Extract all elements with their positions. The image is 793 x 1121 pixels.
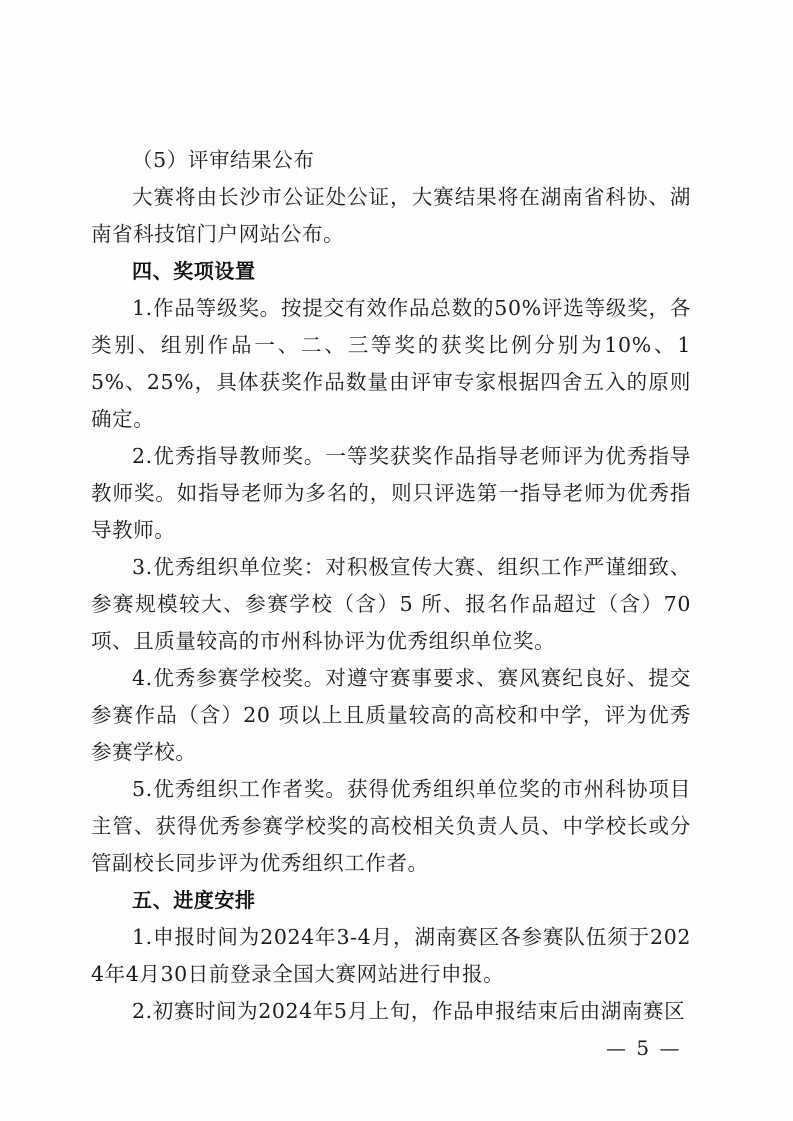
- paragraph: 2.初赛时间为2024年5月上旬，作品申报结束后由湖南赛区: [132, 999, 686, 1023]
- section-heading: 五、进度安排: [132, 888, 256, 912]
- document-body: [91, 142, 691, 1030]
- paragraph: 大赛将由长沙市公证处公证，大赛结果将在湖南省科协、湖南省科技馆门户网站公布。: [91, 185, 691, 246]
- paragraph: 4.优秀参赛学校奖。对遵守赛事要求、赛风赛纪良好、提交参赛作品（含）20 项以上且质量较高的高校和中学，评为优秀参赛学校。: [91, 666, 691, 764]
- page-number: — 5 —: [606, 1036, 682, 1060]
- paragraph: 1.申报时间为2024年3-4月，湖南赛区各参赛队伍须于2024年4月30日前登录全国大赛网站进行申报。: [91, 925, 691, 986]
- section-heading: 四、奖项设置: [132, 259, 256, 283]
- subsection-title: （5）评审结果公布: [132, 148, 315, 172]
- paragraph: 5.优秀组织工作者奖。获得优秀组织单位奖的市州科协项目主管、获得优秀参赛学校奖的高校相关负责人员、中学校长或分管副校长同步评为优秀组织工作者。: [91, 777, 691, 875]
- paragraph: 2.优秀指导教师奖。一等奖获奖作品指导老师评为优秀指导教师奖。如指导老师为多名的，则只评选第一指导老师为优秀指导教师。: [91, 444, 691, 542]
- paragraph: 1.作品等级奖。按提交有效作品总数的50%评选等级奖，各类别、组别作品一、二、三等奖的获奖比例分别为10%、15%、25%，具体获奖作品数量由评审专家根据四舍五入的原则确定。: [91, 296, 691, 431]
- paragraph: 3.优秀组织单位奖：对积极宣传大赛、组织工作严谨细致、参赛规模较大、参赛学校（含）5 所、报名作品超过（含）70项、且质量较高的市州科协评为优秀组织单位奖。: [91, 555, 691, 653]
